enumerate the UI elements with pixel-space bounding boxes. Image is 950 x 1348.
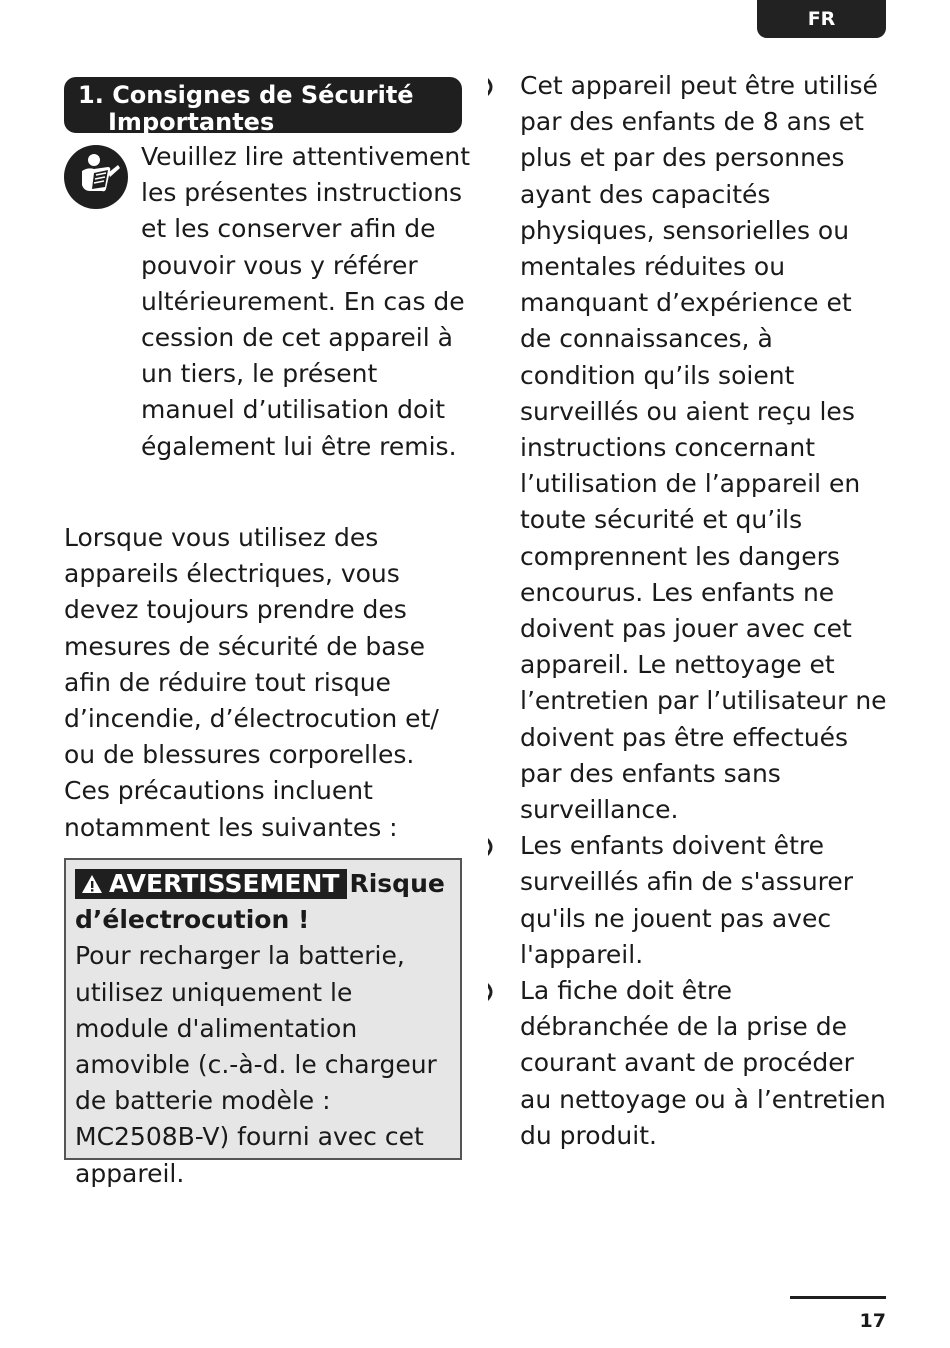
section-number: 1. bbox=[78, 81, 104, 109]
warning-title: Risque d’électrocution ! bbox=[75, 869, 445, 935]
list-item bbox=[488, 68, 888, 828]
language-tab: FR bbox=[757, 0, 886, 38]
bullet-arrow-icon bbox=[488, 838, 497, 856]
list-item-text: Les enfants doivent être surveillés afin de s'assurer qu'ils ne jouent pas avec l'appareil. bbox=[520, 831, 854, 969]
footer-rule bbox=[790, 1296, 886, 1299]
right-column bbox=[488, 68, 888, 1154]
warning-label bbox=[75, 869, 347, 899]
book-reading-icon bbox=[64, 145, 128, 209]
warning-label-text: AVERTISSEMENT bbox=[109, 869, 340, 898]
list-item bbox=[488, 828, 888, 973]
bullet-arrow-icon bbox=[488, 78, 497, 96]
bullet-arrow-icon bbox=[488, 983, 497, 1001]
warning-box bbox=[64, 858, 462, 1188]
warning-triangle-icon bbox=[81, 874, 103, 894]
list-item-text: La fiche doit être débranchée de la prise de courant avant de procéder au nettoyage ou à l’entretien du produit. bbox=[520, 976, 886, 1150]
section-title-line1: Consignes de Sécurité bbox=[112, 81, 414, 109]
section-title-line2: Importantes bbox=[108, 108, 275, 136]
page-number: 17 bbox=[859, 1310, 886, 1332]
list-item bbox=[488, 973, 888, 1154]
body-paragraph: Lorsque vous utilisez des appareils électriques, vous devez toujours prendre des mesures de sécurité de base afin de réduire tout risque d’incendie, d’électrocution et/ ou de blessures corporelles. Ces précautions incluent notamment les suivantes : bbox=[64, 523, 439, 842]
warning-text: Pour recharger la batterie, utilisez uniquement le module d'alimentation amovible (c.-à-d. le chargeur de batterie modèle : MC2508B-V) fourni avec cet appareil. bbox=[75, 941, 437, 1188]
list-item-text: Cet appareil peut être utilisé par des enfants de 8 ans et plus et par des personnes ayant des capacités physiques, sensorielles ou mentales réduites ou manquant d’expérience et de connaissances, à condition qu’ils soient surveillés ou aient reçu les instructions concernant l’utilisation de l’appareil en toute sécurité et qu’ils comprennent les dangers encourus. Les enfants ne doivent pas jouer avec cet appareil. Le nettoyage et l’entretien par l’utilisateur ne doivent pas être effectués par des enfants sans surveillance. bbox=[520, 71, 887, 825]
intro-block bbox=[64, 139, 471, 507]
intro-text: Veuillez lire attentivement les présentes instructions et les conserver afin de pouvoir vous y référer ultérieurement. En cas de cession de cet appareil à un tiers, le présent manuel d’utilisation doit également lui être remis. bbox=[141, 142, 471, 461]
left-column bbox=[64, 77, 471, 842]
section-heading bbox=[64, 77, 462, 136]
